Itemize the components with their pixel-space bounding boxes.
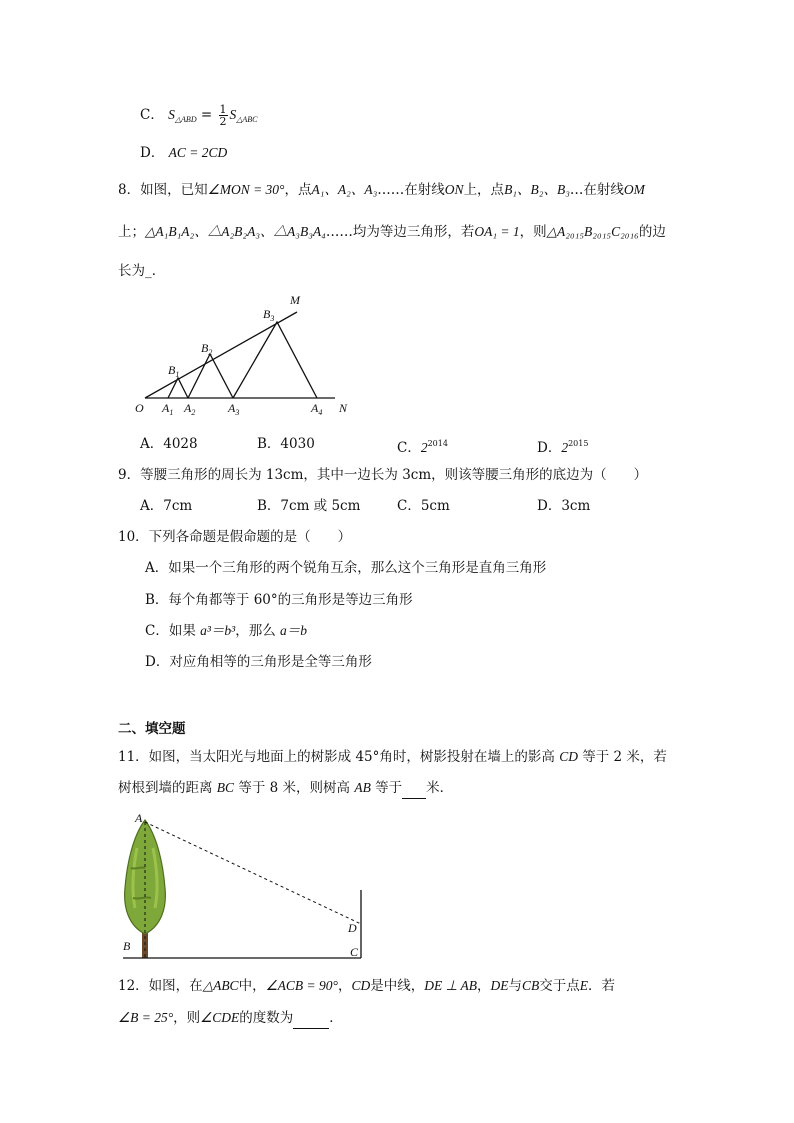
label-b1: $B_1$ bbox=[168, 363, 180, 379]
triangle-3 bbox=[233, 322, 317, 398]
triangle-1 bbox=[168, 378, 188, 398]
label-o: O bbox=[135, 401, 144, 415]
q9-option-a: A．7cm bbox=[140, 498, 193, 514]
label-b2: $B_2$ bbox=[201, 341, 213, 357]
q10-option-c: C．如果 a³＝b³，那么 a＝b bbox=[145, 623, 308, 639]
label-n: N bbox=[339, 401, 348, 415]
label-a: A bbox=[135, 811, 143, 825]
label-d: D bbox=[348, 921, 357, 935]
area-symbol: S bbox=[168, 107, 175, 122]
q9-option-c: C．5cm bbox=[397, 498, 450, 514]
q12-stem-line2: ∠B = 25°，则∠CDE的度数为 ． bbox=[118, 1008, 343, 1029]
q12-stem-line1: 12．如图，在△ABC中，∠ACB = 90°，CD是中线，DE ⊥ AB，DE与CB交于点E．若 bbox=[118, 978, 615, 994]
label-b: B bbox=[123, 939, 131, 953]
label-a1: $A_1$ bbox=[162, 401, 174, 417]
section-heading-fill-in: 二、填空题 bbox=[118, 721, 186, 737]
q8-option-a: A．4028 bbox=[140, 436, 198, 452]
q8-stem-line2: 上；△A₁B₁A₂、△A₂B₂A₃、△A₃B₃A₄……均为等边三角形，若OA₁ = 1，则△A₂₀₁₅B₂₀₁₅C₂₀₁₆的边 bbox=[118, 224, 666, 240]
q8-option-d: D．$2^{2015}$ bbox=[537, 439, 589, 456]
answer-blank[interactable] bbox=[402, 778, 426, 799]
q8-figure bbox=[125, 290, 365, 420]
q8-option-c: C．$2^{2014}$ bbox=[397, 439, 448, 456]
answer-blank[interactable] bbox=[293, 1008, 329, 1029]
q10-option-d: D．对应角相等的三角形是全等三角形 bbox=[145, 654, 372, 670]
q9-stem: 9．等腰三角形的周长为 13cm，其中一边长为 3cm，则该等腰三角形的底边为（ ） bbox=[118, 467, 648, 483]
q9-option-b: B．7cm 或 5cm bbox=[257, 498, 361, 514]
q9-option-d: D．3cm bbox=[537, 498, 591, 514]
label-a2: $A_2$ bbox=[184, 401, 196, 417]
label-m: M bbox=[290, 293, 300, 307]
label-b3: $B_3$ bbox=[263, 307, 275, 323]
q7-option-c: C． $S_{\triangle ABD}$ = $\frac{1}{2}$ $S_{\triangle ABC}$ bbox=[140, 103, 258, 128]
q10-option-a: A．如果一个三角形的两个锐角互余，那么这个三角形是直角三角形 bbox=[145, 560, 547, 576]
sun-ray-dashed bbox=[145, 822, 361, 924]
q11-figure bbox=[115, 808, 375, 963]
q11-stem-line1: 11．如图，当太阳光与地面上的树影成 45°角时，树影投射在墙上的影高 CD 等于 2 米，若 bbox=[118, 749, 667, 765]
q10-stem: 10．下列各命题是假命题的是（ ） bbox=[118, 529, 352, 545]
fraction-one-half: $\frac{1}{2}$ bbox=[219, 103, 227, 128]
label-a3: $A_3$ bbox=[228, 401, 240, 417]
q8-stem-line3: 长为_． bbox=[118, 263, 166, 279]
q10-option-b: B．每个角都等于 60°的三角形是等边三角形 bbox=[145, 592, 413, 608]
q8-option-b: B．4030 bbox=[257, 436, 315, 452]
q7-option-d: D． AC = 2CD bbox=[140, 145, 228, 161]
label-c: C bbox=[350, 945, 359, 959]
label-a4: $A_4$ bbox=[311, 401, 323, 417]
q8-stem-line1: 8．如图，已知∠MON = 30°，点A₁、A₂、A₃……在射线ON上，点B₁、B₂、B₃…在射线OM bbox=[118, 182, 645, 198]
ray-om bbox=[145, 312, 297, 398]
q11-stem-line2: 树根到墙的距离 BC 等于 8 米，则树高 AB 等于 米． bbox=[118, 778, 453, 799]
